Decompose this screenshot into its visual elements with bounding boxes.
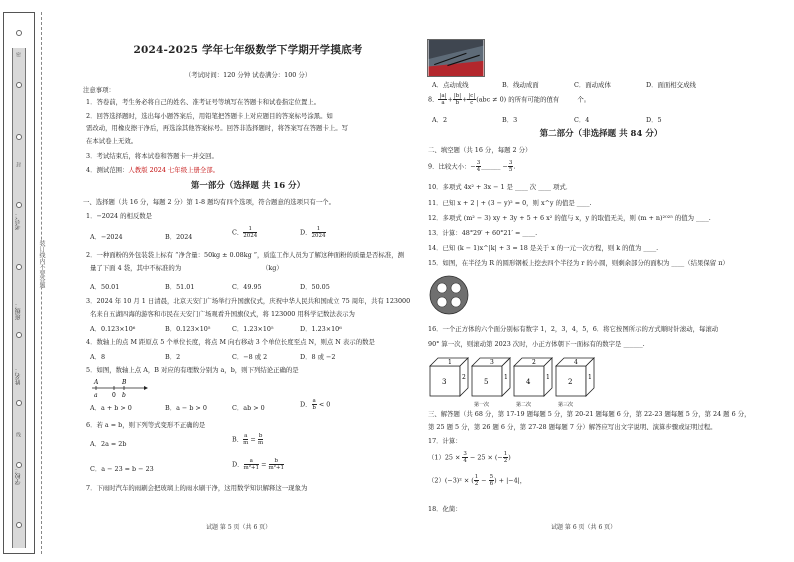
roll-label: 第三次 bbox=[558, 402, 574, 408]
binding-hole bbox=[16, 264, 22, 270]
q5-option-b: B．a − b > 0 bbox=[165, 404, 207, 412]
seal-word: 密 bbox=[15, 52, 21, 57]
equals: = bbox=[250, 435, 256, 444]
q7-option-d: D．面面相交成线 bbox=[646, 81, 696, 89]
q2-unit: （kg） bbox=[262, 264, 283, 272]
q3-option-c: C．1.23×10⁵ bbox=[232, 325, 274, 333]
part2-heading: 第二部分（非选择题 共 84 分） bbox=[539, 129, 663, 139]
binding-hole bbox=[16, 30, 22, 36]
q3-option-a: A．0.123×10⁶ bbox=[90, 325, 136, 333]
small-circle bbox=[451, 297, 461, 307]
q6-option-b bbox=[232, 433, 263, 446]
q8-stem: 8． $\frac{|a|}{a}$ + $\frac{|b|}{b}$ + $\frac{|c|}{c}$ (abc ≠ 0) 的所有可能的值有 个。 bbox=[428, 93, 591, 107]
cube-face-number: 2 bbox=[532, 359, 536, 366]
seal-word: 封 bbox=[15, 162, 21, 167]
notice-item: 2．回答选择题时，选出每小题答案后，用铅笔把答题卡上对应题目的答案标号涂黑。如 bbox=[86, 112, 333, 120]
scope-value: 人教版 2024 七年级上册全部。 bbox=[128, 166, 220, 174]
denominator: 2024 bbox=[243, 233, 258, 240]
denominator: b bbox=[455, 100, 460, 107]
q7-option-b: B．线动成面 bbox=[502, 81, 539, 89]
q10: 10．多项式 4x² + 3x − 1 是 ____ 次 ____ 项式． bbox=[428, 183, 573, 191]
cube bbox=[472, 358, 510, 396]
footer-page-right: 试题 第 6 页（共 6 页） bbox=[551, 524, 617, 531]
cube-face-number: 4 bbox=[526, 378, 531, 386]
q4-option-c: C．−8 或 2 bbox=[232, 353, 268, 361]
q3-option-d: D．1.23×10⁶ bbox=[300, 325, 342, 333]
exam-subtitle: （考试时间：120 分钟 试卷满分：100 分） bbox=[184, 71, 312, 79]
cube-face-number: 3 bbox=[442, 378, 447, 386]
binding-hole bbox=[16, 82, 22, 88]
numerator: |a| bbox=[439, 93, 447, 99]
q5-option-c: C．ab > 0 bbox=[232, 404, 265, 412]
fraction bbox=[438, 93, 447, 106]
numerator: a bbox=[244, 433, 248, 439]
denominator: 2 bbox=[503, 458, 508, 465]
value-a-label: a bbox=[94, 392, 98, 399]
point-a-label: A bbox=[94, 379, 99, 386]
numerator: b bbox=[269, 458, 285, 465]
q16-line: 90° 算一次，则滚动第 2023 次时，小正方体朝下一面标有的数字是 ______. bbox=[428, 340, 645, 348]
inside-binding-note: 装订线内不要答题 bbox=[38, 240, 45, 288]
value-b-label: b bbox=[122, 392, 126, 399]
denominator: m²+1 bbox=[243, 465, 260, 472]
q1-option-d bbox=[300, 226, 326, 239]
q1-stem: 1．−2024 的相反数是 bbox=[86, 212, 153, 220]
cube-face-number: 5 bbox=[484, 378, 489, 386]
q16-line: 16．一个正方体的六个面分别标有数字 1，2，3，4，5，6．将它按图所示的方式顺时针滚动，每滚动 bbox=[428, 325, 719, 333]
denominator: m²+1 bbox=[268, 465, 285, 472]
small-circle bbox=[437, 283, 447, 293]
exam-title: 2024-2025 学年七年级数学下学期开学摸底考 bbox=[133, 44, 363, 56]
fraction bbox=[244, 458, 260, 471]
q2-option-c: C．49.95 bbox=[232, 283, 262, 291]
denominator: m bbox=[257, 440, 264, 447]
fraction bbox=[312, 226, 326, 239]
q17-stem: 17．计算： bbox=[428, 437, 462, 445]
zero-label: 0 bbox=[112, 392, 116, 399]
option-label: B． bbox=[232, 435, 244, 444]
steel-plate-figure bbox=[428, 274, 470, 316]
option-label: D． bbox=[300, 228, 312, 237]
q17-part2 bbox=[428, 474, 526, 487]
point-b-label: B bbox=[122, 379, 127, 386]
seal-word: 线 bbox=[15, 432, 21, 437]
denominator: 6 bbox=[489, 481, 494, 488]
q8-unit: 个。 bbox=[577, 95, 591, 104]
q3-line: 3．2024 年 10 月 1 日清晨，北京天安门广场举行升国旗仪式，庆祝中华人民共和国成立 75 周年，共有 123000 bbox=[86, 297, 411, 305]
q6-option-a: A．2a = 2b bbox=[90, 440, 127, 448]
q17-part1 bbox=[428, 451, 511, 464]
roll-label: 第一次 bbox=[474, 402, 490, 408]
notice-item: 需改动，用橡皮擦干净后，再选涂其他答案标号。回答非选择题时，将答案写在答题卡上。写 bbox=[86, 124, 349, 132]
q4-option-b: B．2 bbox=[165, 353, 181, 361]
numerator: 1 bbox=[312, 226, 326, 233]
numerator: 5 bbox=[489, 474, 494, 480]
numerator: 3 bbox=[463, 451, 467, 457]
large-circle bbox=[430, 276, 468, 314]
expr: − bbox=[479, 476, 489, 485]
numerator: a bbox=[312, 398, 316, 404]
q1-option-a: A．−2024 bbox=[90, 233, 123, 241]
q1-option-b: B．2024 bbox=[165, 233, 193, 241]
numerator: 3 bbox=[508, 160, 513, 166]
inequality: < 0 bbox=[318, 400, 331, 409]
numerator: |b| bbox=[453, 93, 462, 99]
q8-number: 8． bbox=[428, 95, 439, 104]
binding-hole bbox=[16, 522, 22, 528]
cube-face-number: 1 bbox=[448, 359, 452, 366]
cube-face-number: 2 bbox=[462, 374, 466, 381]
fraction bbox=[453, 93, 462, 106]
cube-face-number: 1 bbox=[504, 374, 508, 381]
equals: = bbox=[261, 460, 267, 469]
q2-option-b: B．51.01 bbox=[165, 283, 195, 291]
expr: ) + |−4|， bbox=[494, 476, 527, 485]
name-label: 姓名： bbox=[15, 367, 22, 385]
notice-item: 3．考试结束后，将本试卷和答题卡一并交回。 bbox=[86, 152, 218, 160]
q7-option-c: C．面动成体 bbox=[574, 81, 611, 89]
class-label: 班级： bbox=[15, 302, 22, 320]
fraction bbox=[243, 433, 248, 446]
fraction bbox=[312, 398, 317, 411]
q7-option-a: A．点动成线 bbox=[432, 81, 469, 89]
q4-option-a: A．8 bbox=[90, 353, 106, 361]
q18-stem: 18．化简： bbox=[428, 505, 462, 513]
q11: 11．已知 x + 2 | + (3 − y)² = 0，则 x^y 的值是 ____. bbox=[428, 199, 592, 207]
q9-end: . bbox=[513, 162, 516, 171]
part1-heading: 第一部分（选择题 共 16 分） bbox=[190, 181, 306, 191]
q15: 15．如图，在半径为 R 的圆形钢板上挖去四个半径为 r 的小圆，则剩余部分的面积为 ____（结果保留 π） bbox=[428, 259, 729, 267]
scope-label: 4．测试范围： bbox=[86, 166, 129, 174]
denominator: 2 bbox=[474, 481, 479, 488]
q12: 12．多项式 (m² − 3) xy + 3y + 5 + 6 x² 的值与 x，y 的取值无关，则 (m + n)²⁰²⁵ 的值为 ____. bbox=[428, 214, 711, 222]
q9 bbox=[428, 160, 515, 173]
expr: （1）25 × bbox=[428, 453, 463, 462]
option-label: D． bbox=[300, 400, 312, 409]
axis-arrow bbox=[144, 386, 148, 390]
numerator: 1 bbox=[503, 451, 508, 457]
q4-option-d: D．8 或 −2 bbox=[300, 353, 336, 361]
cube-face-number: 4 bbox=[574, 359, 578, 366]
section1-intro: 一、选择题（共 16 分，每题 2 分）第 1-8 题均有四个选项，符合题意的选项只有一个。 bbox=[83, 198, 335, 206]
denominator: m bbox=[243, 440, 249, 447]
rolling-cubes-figure bbox=[428, 352, 628, 410]
section2-heading: 二、填空题（共 16 分，每题 2 分） bbox=[428, 146, 532, 154]
cube bbox=[430, 358, 468, 396]
q8-option-b: B．3 bbox=[502, 116, 518, 124]
q2-option-d: D．50.05 bbox=[300, 283, 330, 291]
fraction bbox=[467, 93, 476, 106]
q5-option-a: A．a + b > 0 bbox=[90, 404, 132, 412]
binding-hole bbox=[16, 332, 22, 338]
cube-face-number: 3 bbox=[490, 359, 494, 366]
number-line-figure bbox=[88, 377, 148, 399]
footer-page-left: 试题 第 5 页（共 6 页） bbox=[206, 524, 272, 531]
denominator: 2024 bbox=[311, 233, 326, 240]
denominator: 4 bbox=[463, 458, 467, 465]
expr: （2）(−3)² × ( bbox=[428, 476, 474, 485]
q3-line: 名来自五湖四海的游客和市民在天安门广场观看升国旗仪式，将 123000 用科学记数法表示为 bbox=[90, 310, 355, 318]
q13: 13．计算：48°29′ + 60°21′ = ____. bbox=[428, 229, 538, 237]
cube-face-number: 2 bbox=[568, 378, 573, 386]
option-label: C． bbox=[232, 228, 244, 237]
numerator: b bbox=[258, 433, 263, 439]
q8-option-c: C．4 bbox=[574, 116, 590, 124]
cube bbox=[514, 358, 552, 396]
expr: − 25 × (− bbox=[467, 453, 503, 462]
notice-item: 1．答卷前，考生务必将自己的姓名、准考证号等填写在答题卡和试卷指定位置上。 bbox=[86, 98, 321, 106]
notice-item: 在本试卷上无效。 bbox=[86, 137, 138, 145]
binding-hole bbox=[16, 134, 22, 140]
school-label: 学校： bbox=[15, 467, 22, 485]
q9-text: 9．比较大小：− bbox=[428, 162, 476, 171]
q3-option-b: B．0.123×10⁵ bbox=[165, 325, 211, 333]
fraction bbox=[258, 433, 264, 446]
q2-option-a: A．50.01 bbox=[90, 283, 120, 291]
numerator: 3 bbox=[476, 160, 481, 166]
notice-heading: 注意事项： bbox=[83, 86, 115, 94]
q4-stem: 4．数轴上的点 M 距原点 5 个单位长度，将点 M 向右移动 3 个单位长度至点 N，则点 N 表示的数是 bbox=[86, 338, 375, 346]
q6-stem: 6．若 a = b，则下列等式变形不正确的是 bbox=[86, 421, 206, 429]
q1-option-c bbox=[232, 226, 257, 239]
denominator: 5 bbox=[508, 167, 513, 174]
binding-hole bbox=[16, 400, 22, 406]
binding-strip bbox=[3, 12, 35, 554]
q8-text: (abc ≠ 0) 的所有可能的值有 bbox=[476, 95, 560, 104]
roll-label: 第二次 bbox=[516, 402, 532, 408]
numerator: a bbox=[244, 458, 260, 465]
denominator: a bbox=[441, 100, 445, 107]
q14: 14．已知 (k − 1)x^|k| + 3 = 18 是关于 x 的一元一次方程，则 k 的值为 ____. bbox=[428, 244, 659, 252]
fraction bbox=[269, 458, 285, 471]
numerator: 1 bbox=[474, 474, 479, 480]
cube-face-number: 1 bbox=[546, 374, 550, 381]
q8-option-a: A．2 bbox=[432, 116, 448, 124]
option-label: D． bbox=[232, 460, 244, 469]
q2-line: 量了下面 4 袋，其中不标准的为 bbox=[90, 264, 182, 272]
section3-heading: 第 25 题 5 分，第 26 题 6 分，第 27-28 题每题 7 分）解答应写出文字说明、演算步骤或证明过程。 bbox=[428, 423, 717, 431]
numerator: 1 bbox=[243, 226, 257, 233]
denominator: 4 bbox=[476, 167, 481, 174]
q6-option-d bbox=[232, 458, 284, 471]
notice-item-scope bbox=[86, 166, 219, 175]
q6-option-c: C．a − 23 = b − 23 bbox=[90, 465, 154, 473]
q2-line: 2．一种面粉的外包装袋上标有 “净含量：50kg ± 0.08kg ”，质监工作人员为了解这种面粉的质量是否标准，测 bbox=[86, 251, 404, 259]
section3-heading: 三、解答题（共 68 分，第 17-19 题每题 5 分，第 20-21 题每题 6 分，第 22-23 题每题 5 分，第 24 题 6 分， bbox=[428, 410, 751, 418]
q5-stem: 5．如图，数轴上点 A，B 对应的有理数分别为 a，b，则下列结论正确的是 bbox=[86, 366, 299, 374]
exam-number-label: 考号： bbox=[15, 212, 22, 230]
fraction bbox=[243, 226, 257, 239]
small-circle bbox=[451, 283, 461, 293]
denominator: c bbox=[470, 100, 474, 107]
q7-stem: 7．下雨时汽车的雨刷会把玻璃上的雨水刷干净，这用数学知识解释这一现象为 bbox=[86, 484, 308, 492]
numerator: |c| bbox=[468, 93, 476, 99]
small-circle bbox=[437, 297, 447, 307]
expr: ) bbox=[508, 453, 511, 462]
cube-face-number: 1 bbox=[588, 374, 592, 381]
q5-option-d bbox=[300, 398, 330, 411]
denominator: b bbox=[312, 405, 316, 412]
q8-option-d: D．5 bbox=[646, 116, 662, 124]
cube bbox=[556, 358, 594, 396]
windshield-wiper-photo bbox=[427, 39, 485, 77]
binding-hole bbox=[16, 202, 22, 208]
q9-blank: ______ − bbox=[481, 162, 508, 171]
